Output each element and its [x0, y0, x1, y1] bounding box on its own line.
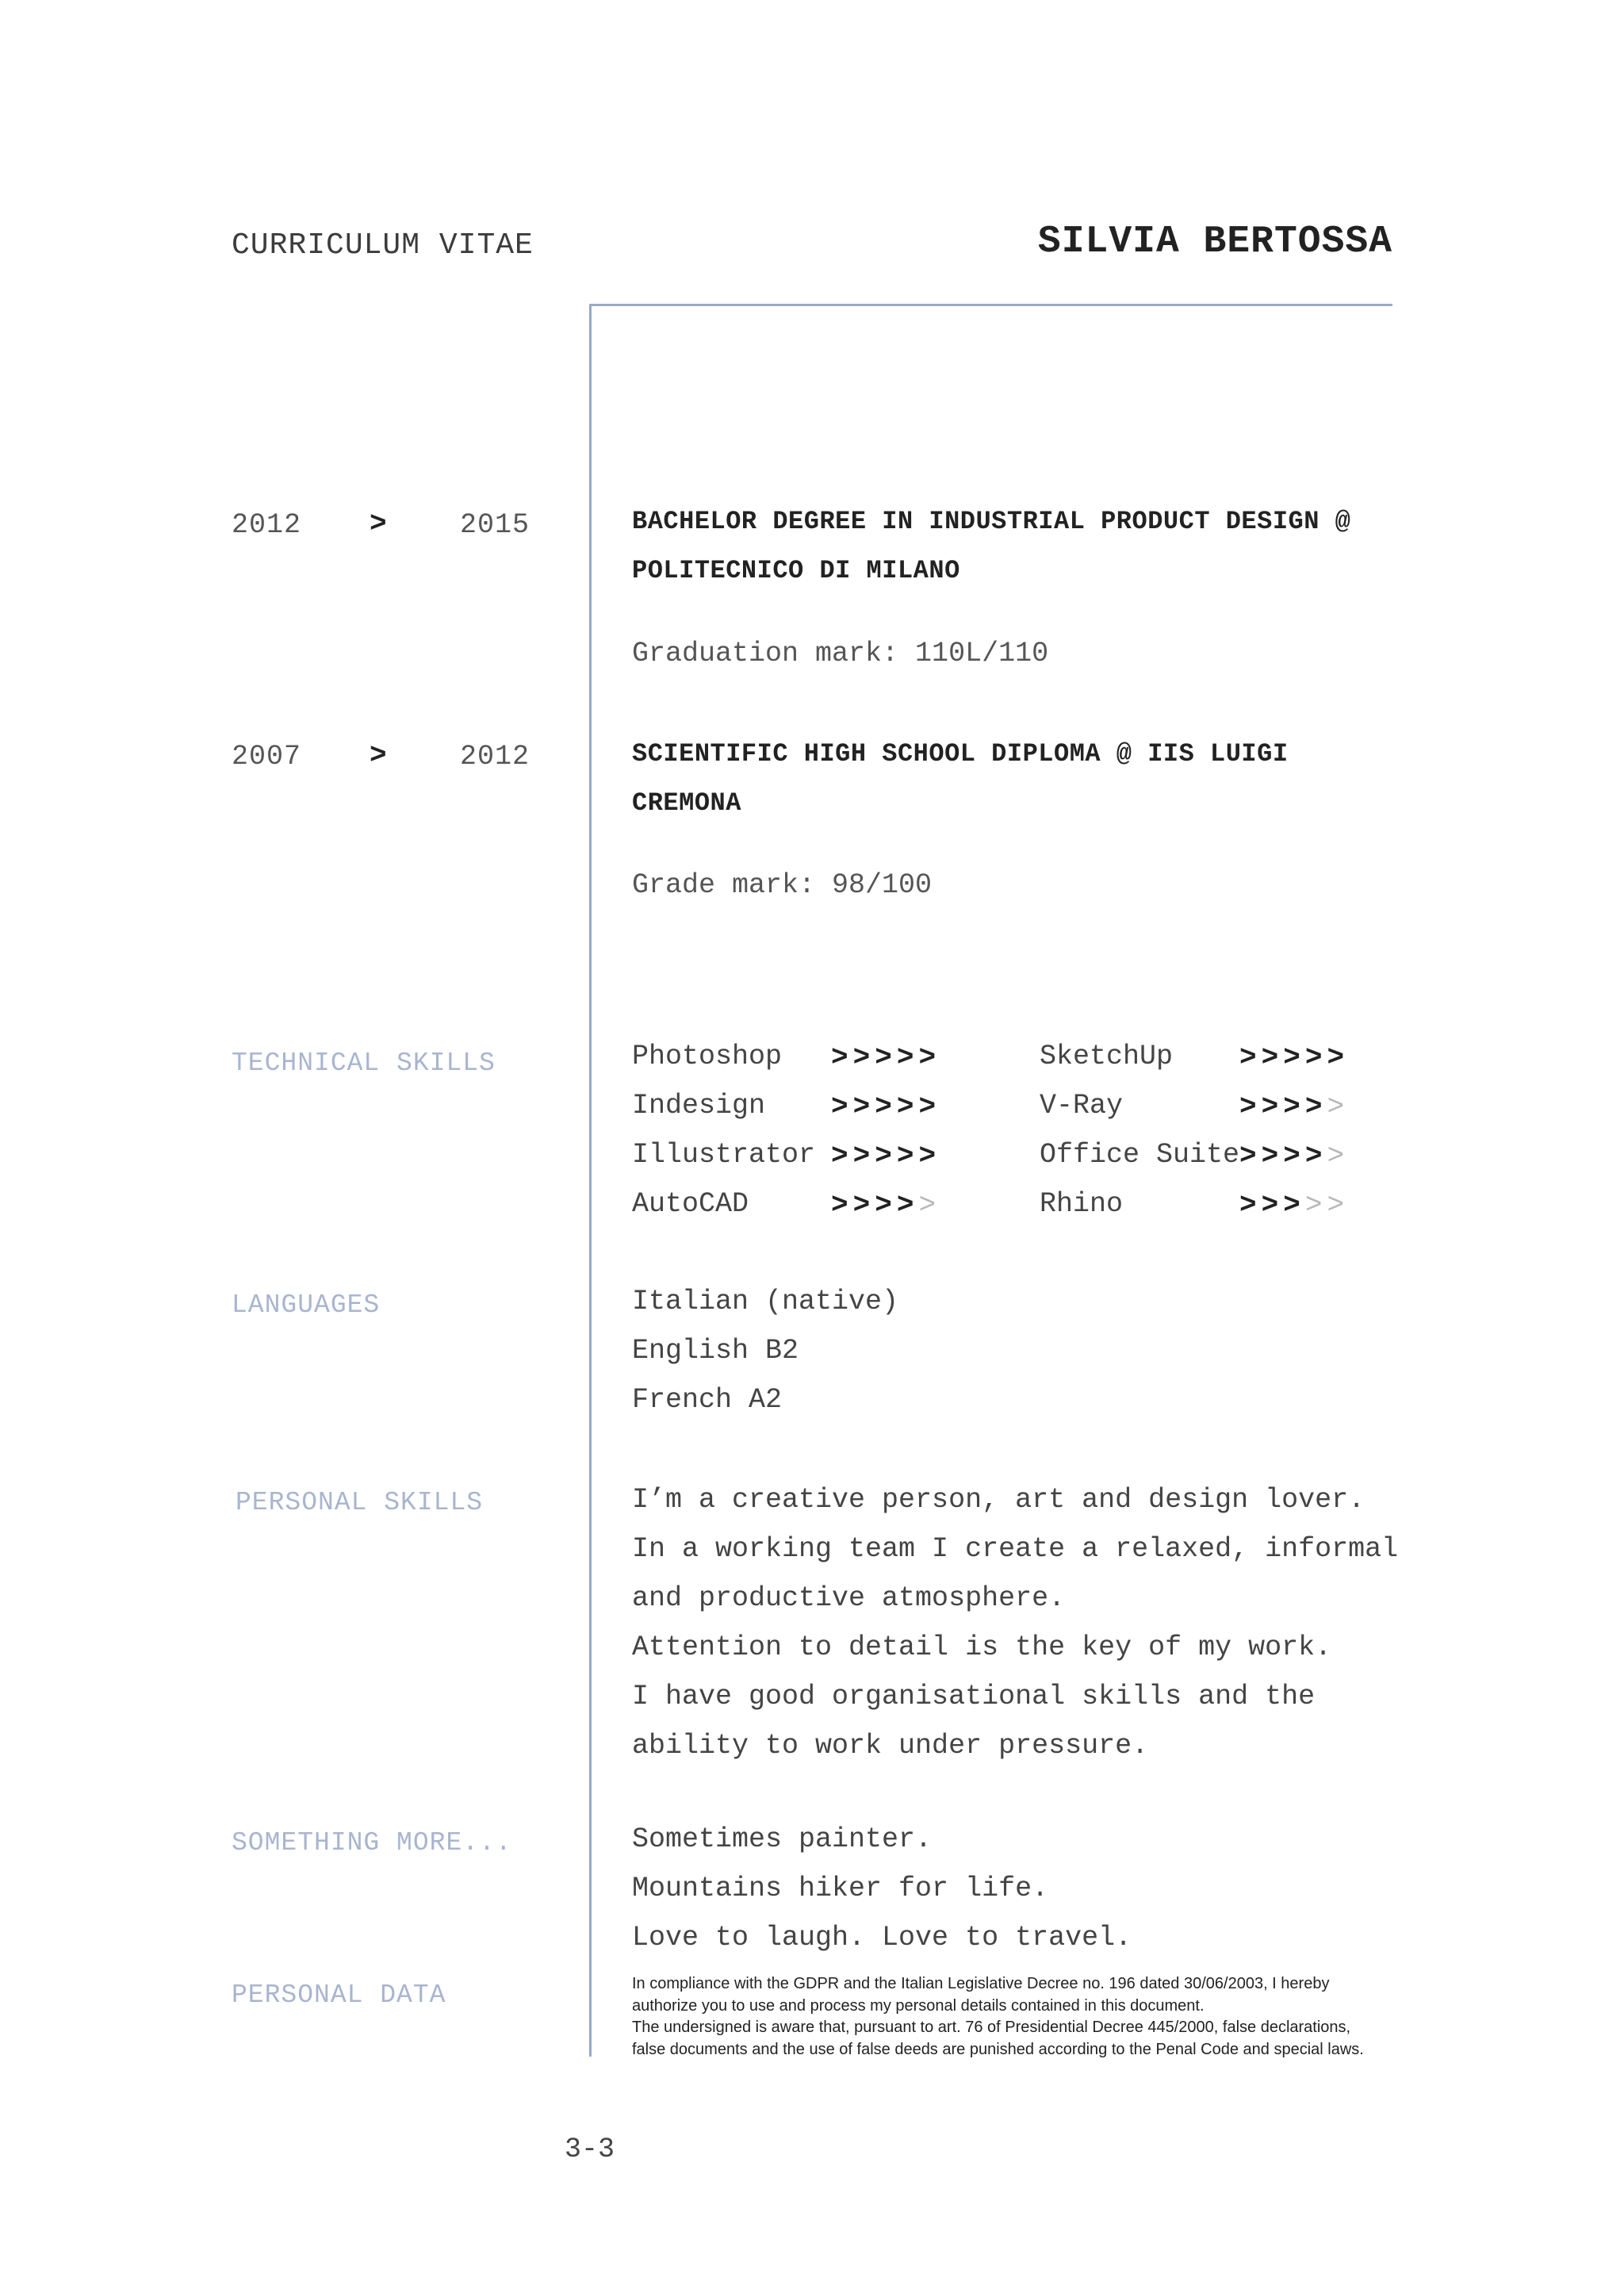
rating-filled-chevron-icon: >	[831, 1140, 853, 1172]
rating-filled-chevron-icon: >	[852, 1091, 875, 1123]
skill-name: Illustrator	[632, 1139, 816, 1171]
something-more-text	[632, 1815, 1132, 1962]
rating-filled-chevron-icon: >	[896, 1140, 919, 1172]
skill-rating	[1239, 1189, 1349, 1221]
personal-skills-line: I have good organisational skills and the	[632, 1681, 1316, 1712]
education-1-start-year: 2012	[232, 509, 302, 541]
rating-filled-chevron-icon: >	[1304, 1140, 1327, 1172]
education-2-arrow: >	[370, 739, 387, 772]
rating-filled-chevron-icon: >	[1261, 1140, 1284, 1172]
rating-filled-chevron-icon: >	[852, 1041, 875, 1074]
skill-name: Rhino	[1040, 1188, 1124, 1220]
skill-name: AutoCAD	[632, 1188, 749, 1220]
languages-list	[632, 1277, 898, 1424]
education-1-arrow: >	[370, 508, 387, 540]
rating-filled-chevron-icon: >	[918, 1091, 941, 1123]
personal-skills-text	[632, 1475, 1398, 1770]
skill-rating	[831, 1041, 940, 1074]
skill-rating	[1239, 1091, 1349, 1123]
rating-filled-chevron-icon: >	[1283, 1140, 1305, 1172]
rating-filled-chevron-icon: >	[1261, 1041, 1284, 1074]
skill-name: Indesign	[632, 1090, 766, 1121]
rating-empty-chevron-icon: >	[1327, 1140, 1350, 1172]
rating-filled-chevron-icon: >	[1261, 1189, 1284, 1221]
rating-filled-chevron-icon: >	[831, 1041, 853, 1074]
gdpr-line: false documents and the use of false deeds are punished according to the Penal Code and special laws.	[632, 2040, 1364, 2058]
skill-rating	[831, 1189, 940, 1221]
personal-skills-line: In a working team I create a relaxed, informal	[632, 1533, 1399, 1565]
rating-empty-chevron-icon: >	[1304, 1189, 1327, 1221]
rating-filled-chevron-icon: >	[918, 1140, 941, 1172]
education-2-title	[632, 730, 1393, 828]
rating-filled-chevron-icon: >	[875, 1041, 897, 1074]
personal-skills-line: I’m a creative person, art and design lover.	[632, 1484, 1365, 1516]
language-item: English B2	[632, 1335, 799, 1367]
rating-filled-chevron-icon: >	[831, 1091, 853, 1123]
gdpr-line: authorize you to use and process my personal details contained in this document.	[632, 1996, 1205, 2015]
rating-filled-chevron-icon: >	[875, 1091, 897, 1123]
education-2-start-year: 2007	[232, 741, 302, 773]
skill-name: V-Ray	[1040, 1090, 1124, 1121]
section-label-personal-skills: PERSONAL SKILLS	[236, 1488, 484, 1517]
skill-rating	[1239, 1041, 1349, 1074]
skill-rating	[831, 1140, 940, 1172]
education-1-title-line1: BACHELOR DEGREE IN INDUSTRIAL PRODUCT DESIGN @	[632, 507, 1351, 536]
something-more-line: Love to laugh. Love to travel.	[632, 1922, 1132, 1954]
rating-filled-chevron-icon: >	[1283, 1041, 1305, 1074]
rating-filled-chevron-icon: >	[1239, 1140, 1262, 1172]
education-1-mark: Graduation mark: 110L/110	[632, 638, 1049, 669]
rating-filled-chevron-icon: >	[1239, 1189, 1262, 1221]
skill-rating	[1239, 1140, 1349, 1172]
rating-filled-chevron-icon: >	[1283, 1189, 1305, 1221]
language-item: French A2	[632, 1384, 783, 1416]
rating-filled-chevron-icon: >	[896, 1189, 919, 1221]
horizontal-divider	[589, 304, 1392, 306]
rating-filled-chevron-icon: >	[831, 1189, 853, 1221]
skill-rating	[831, 1091, 940, 1123]
section-label-technical-skills: TECHNICAL SKILLS	[232, 1049, 496, 1078]
education-2-mark: Grade mark: 98/100	[632, 869, 933, 901]
rating-empty-chevron-icon: >	[1327, 1189, 1350, 1221]
section-label-personal-data: PERSONAL DATA	[232, 1980, 446, 2010]
rating-filled-chevron-icon: >	[1327, 1041, 1350, 1074]
gdpr-line: The undersigned is aware that, pursuant to art. 76 of Presidential Decree 445/2000, false declarations,	[632, 2019, 1351, 2036]
education-2-title-line1: SCIENTIFIC HIGH SCHOOL DIPLOMA @ IIS LUIGI	[632, 739, 1289, 769]
section-label-something-more: SOMETHING MORE...	[232, 1828, 512, 1858]
personal-skills-line: Attention to detail is the key of my work.	[632, 1631, 1332, 1663]
rating-filled-chevron-icon: >	[1261, 1091, 1284, 1123]
something-more-line: Sometimes painter.	[632, 1823, 933, 1855]
rating-filled-chevron-icon: >	[1239, 1091, 1262, 1123]
vertical-divider	[589, 304, 592, 2057]
rating-filled-chevron-icon: >	[918, 1041, 941, 1074]
rating-filled-chevron-icon: >	[852, 1189, 875, 1221]
document-title: CURRICULUM VITAE	[232, 228, 534, 263]
rating-filled-chevron-icon: >	[896, 1041, 919, 1074]
gdpr-line: In compliance with the GDPR and the Italian Legislative Decree no. 196 dated 30/06/2003, I hereby	[632, 1975, 1330, 1992]
rating-filled-chevron-icon: >	[1283, 1091, 1305, 1123]
rating-filled-chevron-icon: >	[875, 1189, 897, 1221]
skill-name: SketchUp	[1040, 1041, 1174, 1072]
education-1-title-line2: POLITECNICO DI MILANO	[632, 556, 960, 585]
education-1-end-year: 2015	[460, 509, 530, 541]
rating-filled-chevron-icon: >	[875, 1140, 897, 1172]
education-2-title-line2: CREMONA	[632, 788, 741, 818]
rating-filled-chevron-icon: >	[896, 1091, 919, 1123]
rating-empty-chevron-icon: >	[918, 1189, 941, 1221]
skill-name: Office Suite	[1040, 1139, 1240, 1171]
language-item: Italian (native)	[632, 1286, 899, 1317]
rating-filled-chevron-icon: >	[1304, 1091, 1327, 1123]
gdpr-consent-text	[632, 1973, 1393, 2061]
education-1-title	[632, 497, 1393, 596]
personal-skills-line: ability to work under pressure.	[632, 1730, 1149, 1762]
page-number: 3-3	[565, 2134, 615, 2165]
something-more-line: Mountains hiker for life.	[632, 1873, 1049, 1904]
rating-filled-chevron-icon: >	[852, 1140, 875, 1172]
rating-filled-chevron-icon: >	[1304, 1041, 1327, 1074]
rating-filled-chevron-icon: >	[1239, 1041, 1262, 1074]
education-2-end-year: 2012	[460, 741, 530, 773]
section-label-languages: LANGUAGES	[232, 1290, 381, 1320]
candidate-name: SILVIA BERTOSSA	[1037, 220, 1392, 263]
personal-skills-line: and productive atmosphere.	[632, 1582, 1066, 1614]
rating-empty-chevron-icon: >	[1327, 1091, 1350, 1123]
skill-name: Photoshop	[632, 1041, 783, 1072]
